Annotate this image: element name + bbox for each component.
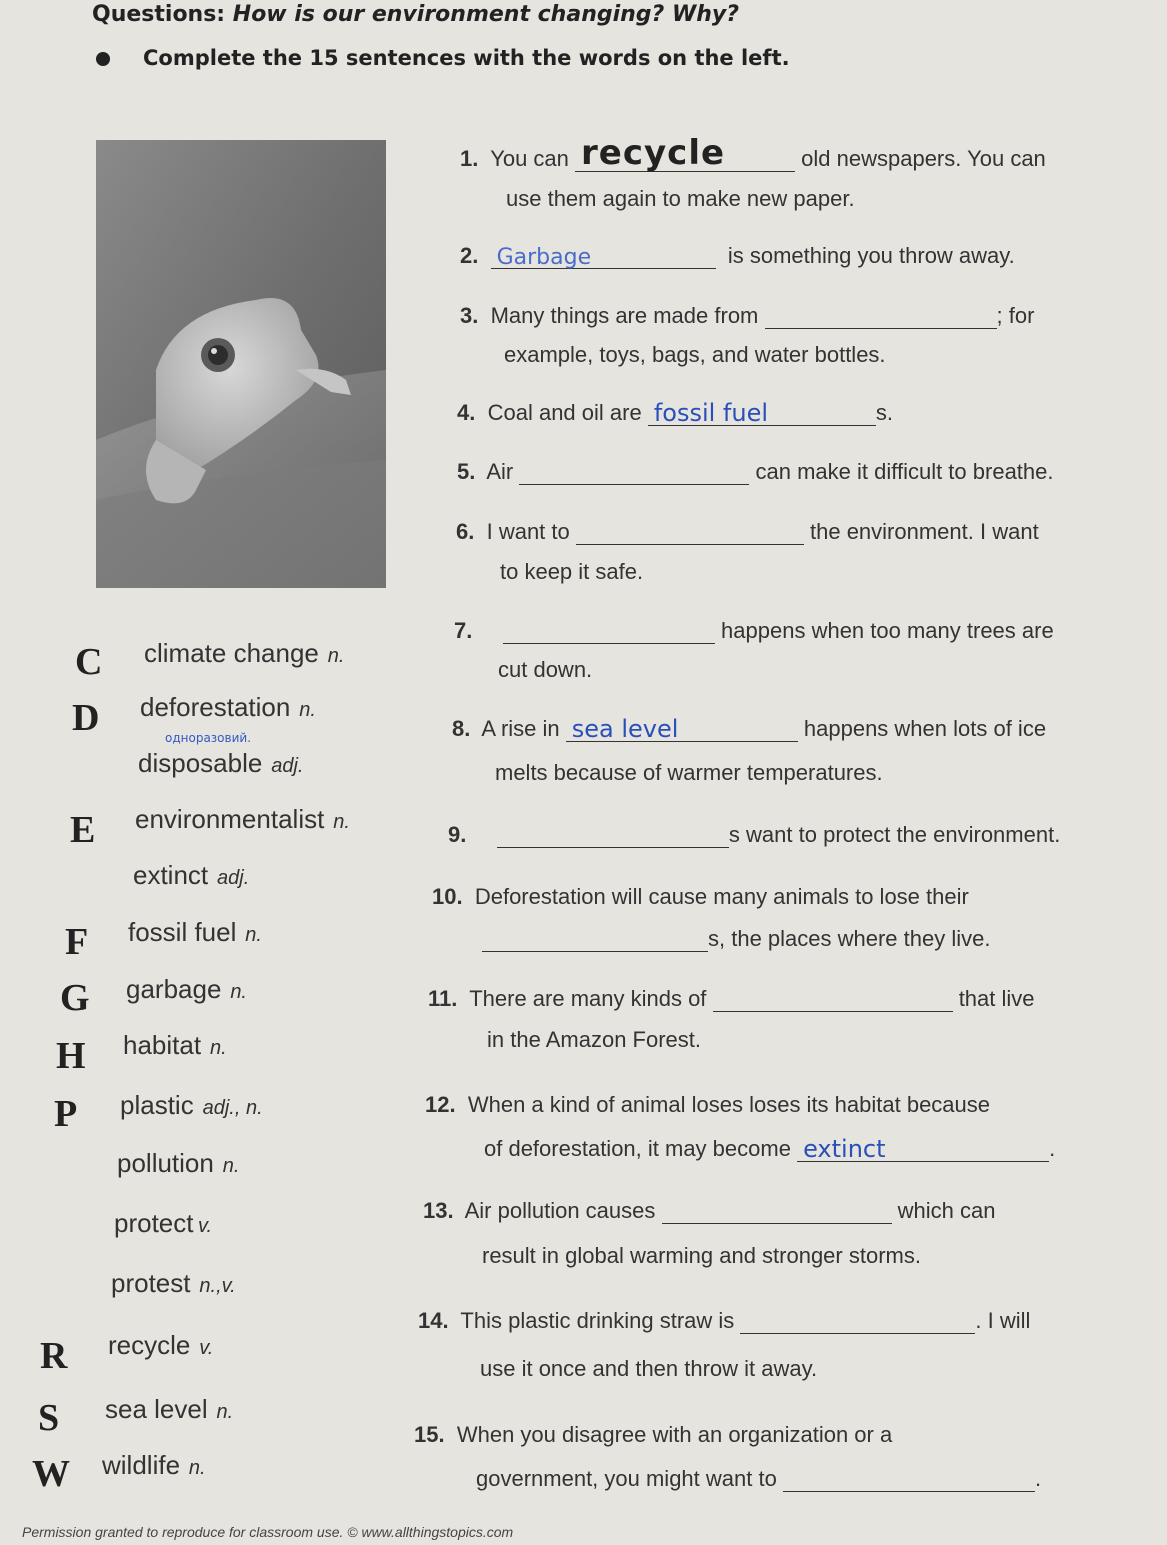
answer-blank[interactable] xyxy=(575,133,795,173)
sentence-text: A rise in xyxy=(481,716,560,741)
letter-c: C xyxy=(75,641,103,683)
sentence-15 xyxy=(414,1422,892,1448)
word-bank-item xyxy=(128,917,262,948)
answer-blank[interactable] xyxy=(765,306,997,329)
sentence-3-cont: example, toys, bags, and water bottles. xyxy=(504,342,886,367)
word-bank-item xyxy=(102,1450,206,1481)
sentence-number: 4. xyxy=(457,400,476,425)
word-label: pollution xyxy=(117,1148,214,1178)
sentence-number: 8. xyxy=(452,716,471,741)
sentence-8-cont: melts because of warmer temperatures. xyxy=(495,760,883,785)
sentence-text: which can xyxy=(897,1198,996,1223)
sentence-number: 3. xyxy=(460,303,479,328)
word-bank-item xyxy=(114,1208,212,1239)
word-bank-item xyxy=(126,974,247,1005)
sentence-text: happens when lots of ice xyxy=(803,716,1047,741)
frog-photo xyxy=(96,140,386,588)
sentence-6 xyxy=(456,519,1039,545)
pos-label: v. xyxy=(199,1337,214,1359)
sentence-text: of deforestation, it may become xyxy=(484,1136,791,1161)
word-bank-item xyxy=(117,1148,239,1179)
sentence-text: . xyxy=(1049,1136,1056,1161)
handwritten-answer: recycle xyxy=(581,133,726,173)
letter-w: W xyxy=(32,1453,70,1495)
pos-label: n. xyxy=(245,924,262,946)
sentence-text: old newspapers. You can xyxy=(801,146,1046,171)
word-label: environmentalist xyxy=(135,804,325,834)
answer-blank[interactable] xyxy=(519,462,749,485)
letter-s: S xyxy=(38,1397,60,1439)
pos-label: n.,v. xyxy=(199,1275,236,1297)
handwritten-answer: sea level xyxy=(571,715,679,743)
word-bank-item xyxy=(133,860,249,891)
sentence-number: 9. xyxy=(448,822,467,847)
sentence-number: 11. xyxy=(428,986,458,1011)
sentence-number: 7. xyxy=(454,618,473,643)
sentence-number: 2. xyxy=(460,243,479,268)
answer-blank[interactable] xyxy=(491,246,716,269)
pos-label: n. xyxy=(188,1457,206,1479)
word-bank-item xyxy=(135,804,350,835)
sentence-text: government, you might want to xyxy=(476,1466,777,1491)
sentence-3 xyxy=(460,303,1034,329)
answer-blank[interactable] xyxy=(740,1311,975,1334)
sentence-text: . I will xyxy=(975,1308,1031,1333)
sentence-number: 6. xyxy=(456,519,475,544)
sentence-5 xyxy=(457,459,1054,485)
pos-label: n. xyxy=(299,699,316,721)
sentence-12 xyxy=(425,1092,990,1118)
sentence-text: the environment. I want xyxy=(810,519,1039,544)
sentence-text: s. xyxy=(875,400,893,425)
sentence-9 xyxy=(448,822,1060,848)
bullet-icon xyxy=(96,52,110,66)
word-label: habitat xyxy=(123,1030,202,1060)
pos-label: n. xyxy=(216,1401,234,1423)
sentence-text: that live xyxy=(958,986,1035,1011)
letter-e: E xyxy=(70,809,96,851)
answer-blank[interactable] xyxy=(662,1201,892,1224)
word-bank-item xyxy=(144,638,344,669)
sentence-text: s, the places where they live. xyxy=(708,926,991,951)
word-label: garbage xyxy=(126,974,222,1004)
word-bank-item xyxy=(138,748,303,779)
sentence-text: can make it difficult to breathe. xyxy=(755,459,1054,484)
sentence-number: 10. xyxy=(432,884,463,909)
sentence-text: Air pollution causes xyxy=(464,1198,656,1223)
sentence-number: 12. xyxy=(425,1092,456,1117)
pos-label: v. xyxy=(197,1215,213,1237)
sentence-number: 15. xyxy=(414,1422,445,1447)
sentence-13 xyxy=(423,1198,995,1224)
sentence-text: Many things are made from xyxy=(490,303,759,328)
word-label: recycle xyxy=(108,1330,191,1360)
handwritten-answer: fossil fuel xyxy=(653,399,769,427)
answer-blank[interactable] xyxy=(503,621,715,644)
word-bank-item xyxy=(108,1330,213,1361)
sentence-text: Air xyxy=(486,459,514,484)
sentence-1 xyxy=(460,133,1046,173)
sentence-7-cont: cut down. xyxy=(498,657,593,682)
word-label: disposable xyxy=(138,748,263,778)
answer-blank[interactable] xyxy=(797,1135,1049,1163)
sentence-14-cont: use it once and then throw it away. xyxy=(480,1356,818,1381)
answer-blank[interactable] xyxy=(576,522,804,545)
sentence-number: 5. xyxy=(457,459,476,484)
answer-blank[interactable] xyxy=(497,825,729,848)
word-label: fossil fuel xyxy=(128,917,237,947)
sentence-11 xyxy=(428,986,1035,1012)
word-bank-item xyxy=(140,692,316,723)
sentence-10-cont xyxy=(482,926,990,952)
sentence-text: Coal and oil are xyxy=(487,400,642,425)
sentence-11-cont: in the Amazon Forest. xyxy=(487,1027,701,1052)
questions-label: Questions: xyxy=(92,2,226,27)
word-label: wildlife xyxy=(102,1450,181,1480)
sentence-7 xyxy=(454,618,1054,644)
sentence-text: You can xyxy=(490,146,569,171)
instruction: Complete the 15 sentences with the words on the left. xyxy=(143,46,790,70)
word-bank-item xyxy=(105,1394,233,1425)
pos-label: adj., n. xyxy=(202,1097,263,1119)
letter-g: G xyxy=(60,977,90,1019)
sentence-8 xyxy=(452,716,1046,742)
sentence-14 xyxy=(418,1308,1030,1334)
page-title xyxy=(92,2,739,27)
answer-blank[interactable] xyxy=(713,989,953,1012)
sentence-10 xyxy=(432,884,969,910)
sentence-text: s want to protect the environment. xyxy=(728,822,1061,847)
sentence-4 xyxy=(457,400,893,426)
sentence-text: When a kind of animal loses loses its habitat because xyxy=(467,1092,991,1117)
sentence-text: happens when too many trees are xyxy=(721,618,1054,643)
sentence-text: is something you throw away. xyxy=(727,243,1015,268)
sentence-12-cont xyxy=(484,1136,1055,1162)
word-label: protest xyxy=(111,1268,191,1298)
sentence-1-cont: use them again to make new paper. xyxy=(506,186,855,211)
word-label: plastic xyxy=(120,1090,194,1120)
letter-d: D xyxy=(72,697,100,739)
word-label: sea level xyxy=(105,1394,208,1424)
pos-label: n. xyxy=(209,1037,227,1059)
word-label: climate change xyxy=(144,638,319,668)
sentence-6-cont: to keep it safe. xyxy=(500,559,644,584)
sentence-15-cont xyxy=(476,1466,1041,1492)
pos-label: adj. xyxy=(217,867,250,889)
sentence-number: 1. xyxy=(460,146,479,171)
word-label: protect xyxy=(114,1208,194,1238)
pos-label: n. xyxy=(327,645,345,667)
handwritten-note: одноразовий. xyxy=(165,731,252,745)
sentence-text: When you disagree with an organization or a xyxy=(456,1422,893,1447)
sentence-text: There are many kinds of xyxy=(469,986,707,1011)
sentence-text: This plastic drinking straw is xyxy=(460,1308,735,1333)
handwritten-answer: Garbage xyxy=(496,245,592,270)
pos-label: n. xyxy=(333,811,350,833)
letter-h: H xyxy=(56,1035,86,1077)
footer-permission: Permission granted to reproduce for classroom use. © www.allthingstopics.com xyxy=(22,1524,514,1540)
letter-p: P xyxy=(54,1093,78,1135)
sentence-text: Deforestation will cause many animals to lose their xyxy=(474,884,969,909)
handwritten-answer: extinct xyxy=(803,1135,886,1163)
word-bank-item xyxy=(120,1090,263,1121)
answer-blank[interactable] xyxy=(566,715,798,743)
word-bank-item xyxy=(123,1030,227,1061)
questions-text: How is our environment changing? Why? xyxy=(232,2,740,27)
word-bank-item xyxy=(111,1268,236,1299)
sentence-text: ; for xyxy=(996,303,1035,328)
sentence-number: 13. xyxy=(423,1198,454,1223)
answer-blank[interactable] xyxy=(648,399,876,427)
pos-label: adj. xyxy=(271,755,304,777)
word-label: extinct xyxy=(133,860,209,890)
pos-label: n. xyxy=(222,1155,240,1177)
sentence-text: . xyxy=(1034,1466,1042,1491)
sentence-text: I want to xyxy=(486,519,570,544)
pos-label: n. xyxy=(230,981,247,1003)
sentence-number: 14. xyxy=(418,1308,449,1333)
sentence-2 xyxy=(460,243,1015,269)
answer-blank[interactable] xyxy=(783,1469,1035,1492)
word-label: deforestation xyxy=(140,692,291,722)
sentence-13-cont: result in global warming and stronger storms. xyxy=(482,1243,921,1268)
answer-blank[interactable] xyxy=(482,929,708,952)
letter-f: F xyxy=(65,921,89,963)
letter-r: R xyxy=(40,1335,68,1377)
